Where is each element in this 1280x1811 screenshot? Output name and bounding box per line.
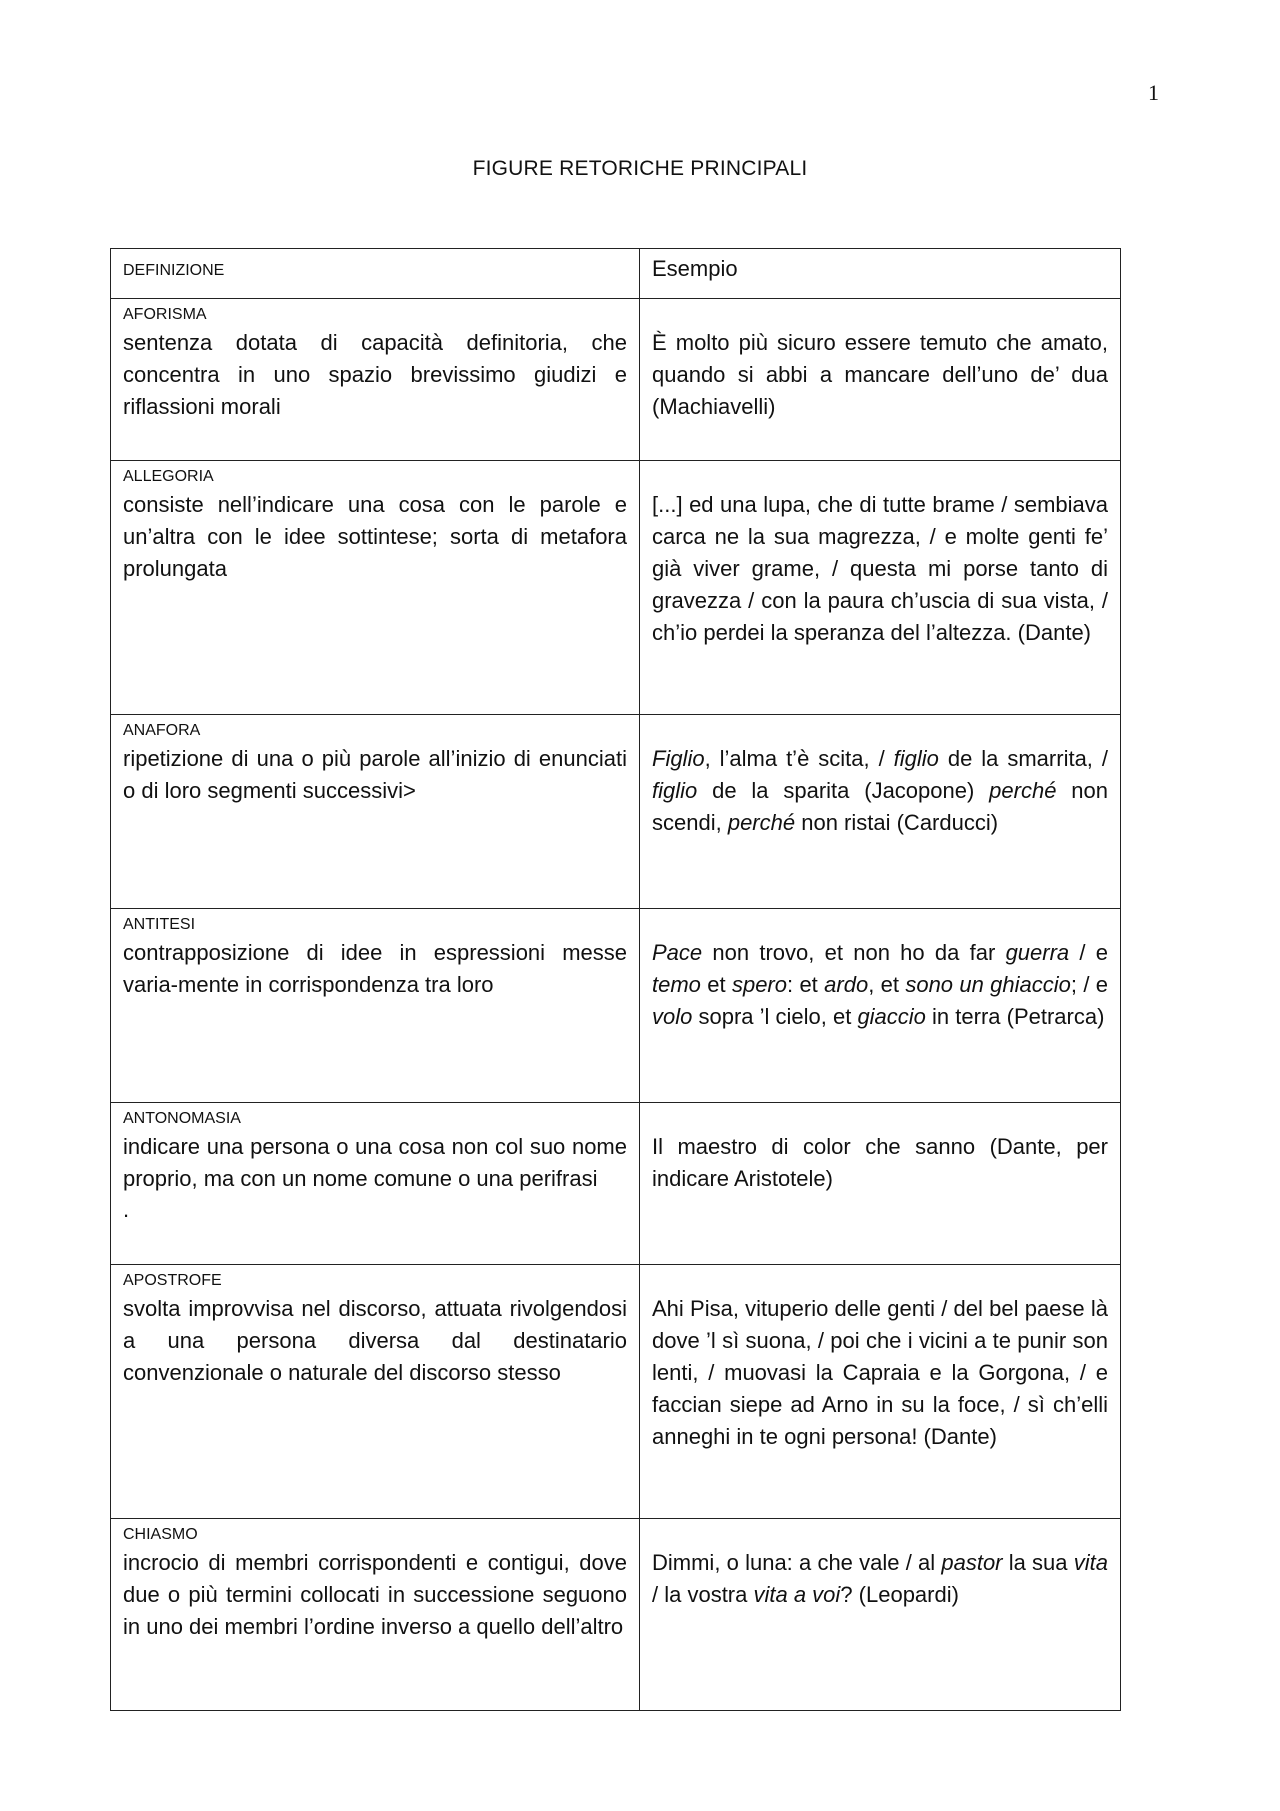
example-segment: , et bbox=[868, 972, 906, 997]
table-row-antitesi bbox=[111, 909, 1121, 1103]
table-row-aforisma bbox=[111, 299, 1121, 461]
figure-definition: svolta improvvisa nel discorso, attuata rivolgendosi a una persona diversa dal destinatario convenzionale o naturale del discorso stesso bbox=[123, 1296, 627, 1385]
example-segment: de la sparita (Jacopone) bbox=[697, 778, 990, 803]
table-row-antonomasia bbox=[111, 1103, 1121, 1265]
example-segment: non ristai (Carducci) bbox=[795, 810, 999, 835]
example-cell bbox=[640, 909, 1121, 1103]
figure-term: AFORISMA bbox=[123, 306, 207, 323]
example-emphasis: guerra bbox=[1005, 940, 1070, 965]
example-emphasis: Figlio bbox=[652, 746, 705, 771]
example-segment: Il maestro di color che sanno (Dante, per indicare Aristotele) bbox=[652, 1134, 1108, 1191]
figure-term: ALLEGORIA bbox=[123, 468, 214, 485]
example-cell bbox=[640, 461, 1121, 715]
example-segment: sopra ’l cielo, et bbox=[692, 1004, 858, 1029]
example-segment: , l’alma t’è scita, / bbox=[704, 746, 894, 771]
definition-cell bbox=[111, 1519, 640, 1711]
figure-definition: incrocio di membri corrispondenti e contigui, dove due o più termini collocati in successione seguono in uno dei membri l’ordine inverso a quello dell’altro bbox=[123, 1550, 627, 1639]
example-emphasis: pastor bbox=[941, 1550, 1003, 1575]
header-example-cell bbox=[640, 249, 1121, 299]
header-definition: DEFINIZIONE bbox=[123, 262, 225, 279]
example-emphasis: spero bbox=[731, 972, 787, 997]
example-emphasis: giaccio bbox=[857, 1004, 926, 1029]
example-segment: È molto più sicuro essere temuto che amato, quando si abbi a mancare dell’uno de’ dua (Machiavelli) bbox=[652, 330, 1108, 419]
example-segment: ? (Leopardi) bbox=[840, 1582, 959, 1607]
figure-definition: ripetizione di una o più parole all’inizio di enunciati o di loro segmenti successivi> bbox=[123, 746, 627, 803]
example-emphasis: figlio bbox=[893, 746, 939, 771]
example-segment: ; / e bbox=[1070, 972, 1109, 997]
example-segment: non scendi, bbox=[652, 778, 1108, 835]
definition-cell bbox=[111, 1103, 640, 1265]
example-segment: Ahi Pisa, vituperio delle genti / del bel paese là dove ’l sì suona, / poi che i vicini a te punir son lenti, / muovasi la Capraia e la Gorgona, / e faccian siepe ad Arno in su la foce, / sì ch’elli anneghi in te ogni persona! (Dante) bbox=[652, 1296, 1108, 1449]
header-definition-cell bbox=[111, 249, 640, 299]
example-emphasis: vita a voi bbox=[753, 1582, 841, 1607]
table-header-row bbox=[111, 249, 1121, 299]
trailing-period: . bbox=[123, 1197, 130, 1222]
definition-cell bbox=[111, 299, 640, 461]
example-emphasis: vita bbox=[1073, 1550, 1108, 1575]
example-emphasis: perché bbox=[989, 778, 1057, 803]
example-cell bbox=[640, 1103, 1121, 1265]
example-segment: de la smarrita, / bbox=[938, 746, 1108, 771]
example-emphasis: sono un ghiaccio bbox=[905, 972, 1071, 997]
table-row-chiasmo bbox=[111, 1519, 1121, 1711]
header-example: Esempio bbox=[652, 256, 738, 281]
figure-definition: consiste nell’indicare una cosa con le parole e un’altra con le idee sottintese; sorta di metafora prolungata bbox=[123, 492, 627, 581]
figure-example bbox=[652, 1547, 1108, 1611]
definition-cell bbox=[111, 1265, 640, 1519]
example-emphasis: figlio bbox=[652, 778, 698, 803]
example-segment: / la vostra bbox=[652, 1582, 754, 1607]
example-emphasis: perché bbox=[727, 810, 796, 835]
example-emphasis: Pace bbox=[652, 940, 703, 965]
example-segment: in terra (Petrarca) bbox=[925, 1004, 1105, 1029]
figure-example bbox=[652, 1131, 1108, 1195]
table-row-anafora bbox=[111, 715, 1121, 909]
example-segment: : et bbox=[787, 972, 825, 997]
example-cell bbox=[640, 715, 1121, 909]
example-segment: [...] ed una lupa, che di tutte brame / sembiava carca ne la sua magrezza, / e molte genti fe’ già viver grame, / questa mi porse tanto di gravezza / con la paura ch’uscia di sua vista, / ch’io perdei la speranza del l’altezza. (Dante) bbox=[652, 492, 1108, 645]
example-cell bbox=[640, 299, 1121, 461]
example-cell bbox=[640, 1265, 1121, 1519]
figure-term: APOSTROFE bbox=[123, 1272, 222, 1289]
example-segment: / e bbox=[1069, 940, 1109, 965]
example-emphasis: volo bbox=[652, 1004, 693, 1029]
example-segment: et bbox=[700, 972, 732, 997]
figure-term: CHIASMO bbox=[123, 1526, 198, 1543]
figure-term: ANTITESI bbox=[123, 916, 196, 933]
example-emphasis: ardo bbox=[824, 972, 869, 997]
figure-term: ANAFORA bbox=[123, 722, 201, 739]
table-row-apostrofe bbox=[111, 1265, 1121, 1519]
example-emphasis: temo bbox=[652, 972, 701, 997]
rhetorical-figures-table bbox=[110, 248, 1121, 1711]
figure-definition: indicare una persona o una cosa non col suo nome proprio, ma con un nome comune o una perifrasi bbox=[123, 1134, 627, 1191]
figure-example bbox=[652, 743, 1108, 839]
definition-cell bbox=[111, 715, 640, 909]
page-number: 1 bbox=[1148, 80, 1159, 105]
figure-example bbox=[652, 489, 1108, 649]
figure-definition: sentenza dotata di capacità definitoria, che concentra in uno spazio brevissimo giudizi e riflassioni morali bbox=[123, 330, 627, 419]
definition-cell bbox=[111, 461, 640, 715]
example-cell bbox=[640, 1519, 1121, 1711]
table-row-allegoria bbox=[111, 461, 1121, 715]
figure-term: ANTONOMASIA bbox=[123, 1110, 241, 1127]
example-segment: non trovo, et non ho da far bbox=[702, 940, 1006, 965]
example-segment: Dimmi, o luna: a che vale / al bbox=[652, 1550, 942, 1575]
document-title: FIGURE RETORICHE PRINCIPALI bbox=[472, 157, 808, 180]
figure-definition: contrapposizione di idee in espressioni messe varia-mente in corrispondenza tra loro bbox=[123, 940, 627, 997]
figure-example bbox=[652, 327, 1108, 423]
figure-example bbox=[652, 1293, 1108, 1453]
definition-cell bbox=[111, 909, 640, 1103]
example-segment: la sua bbox=[1002, 1550, 1074, 1575]
figure-example bbox=[652, 937, 1108, 1033]
